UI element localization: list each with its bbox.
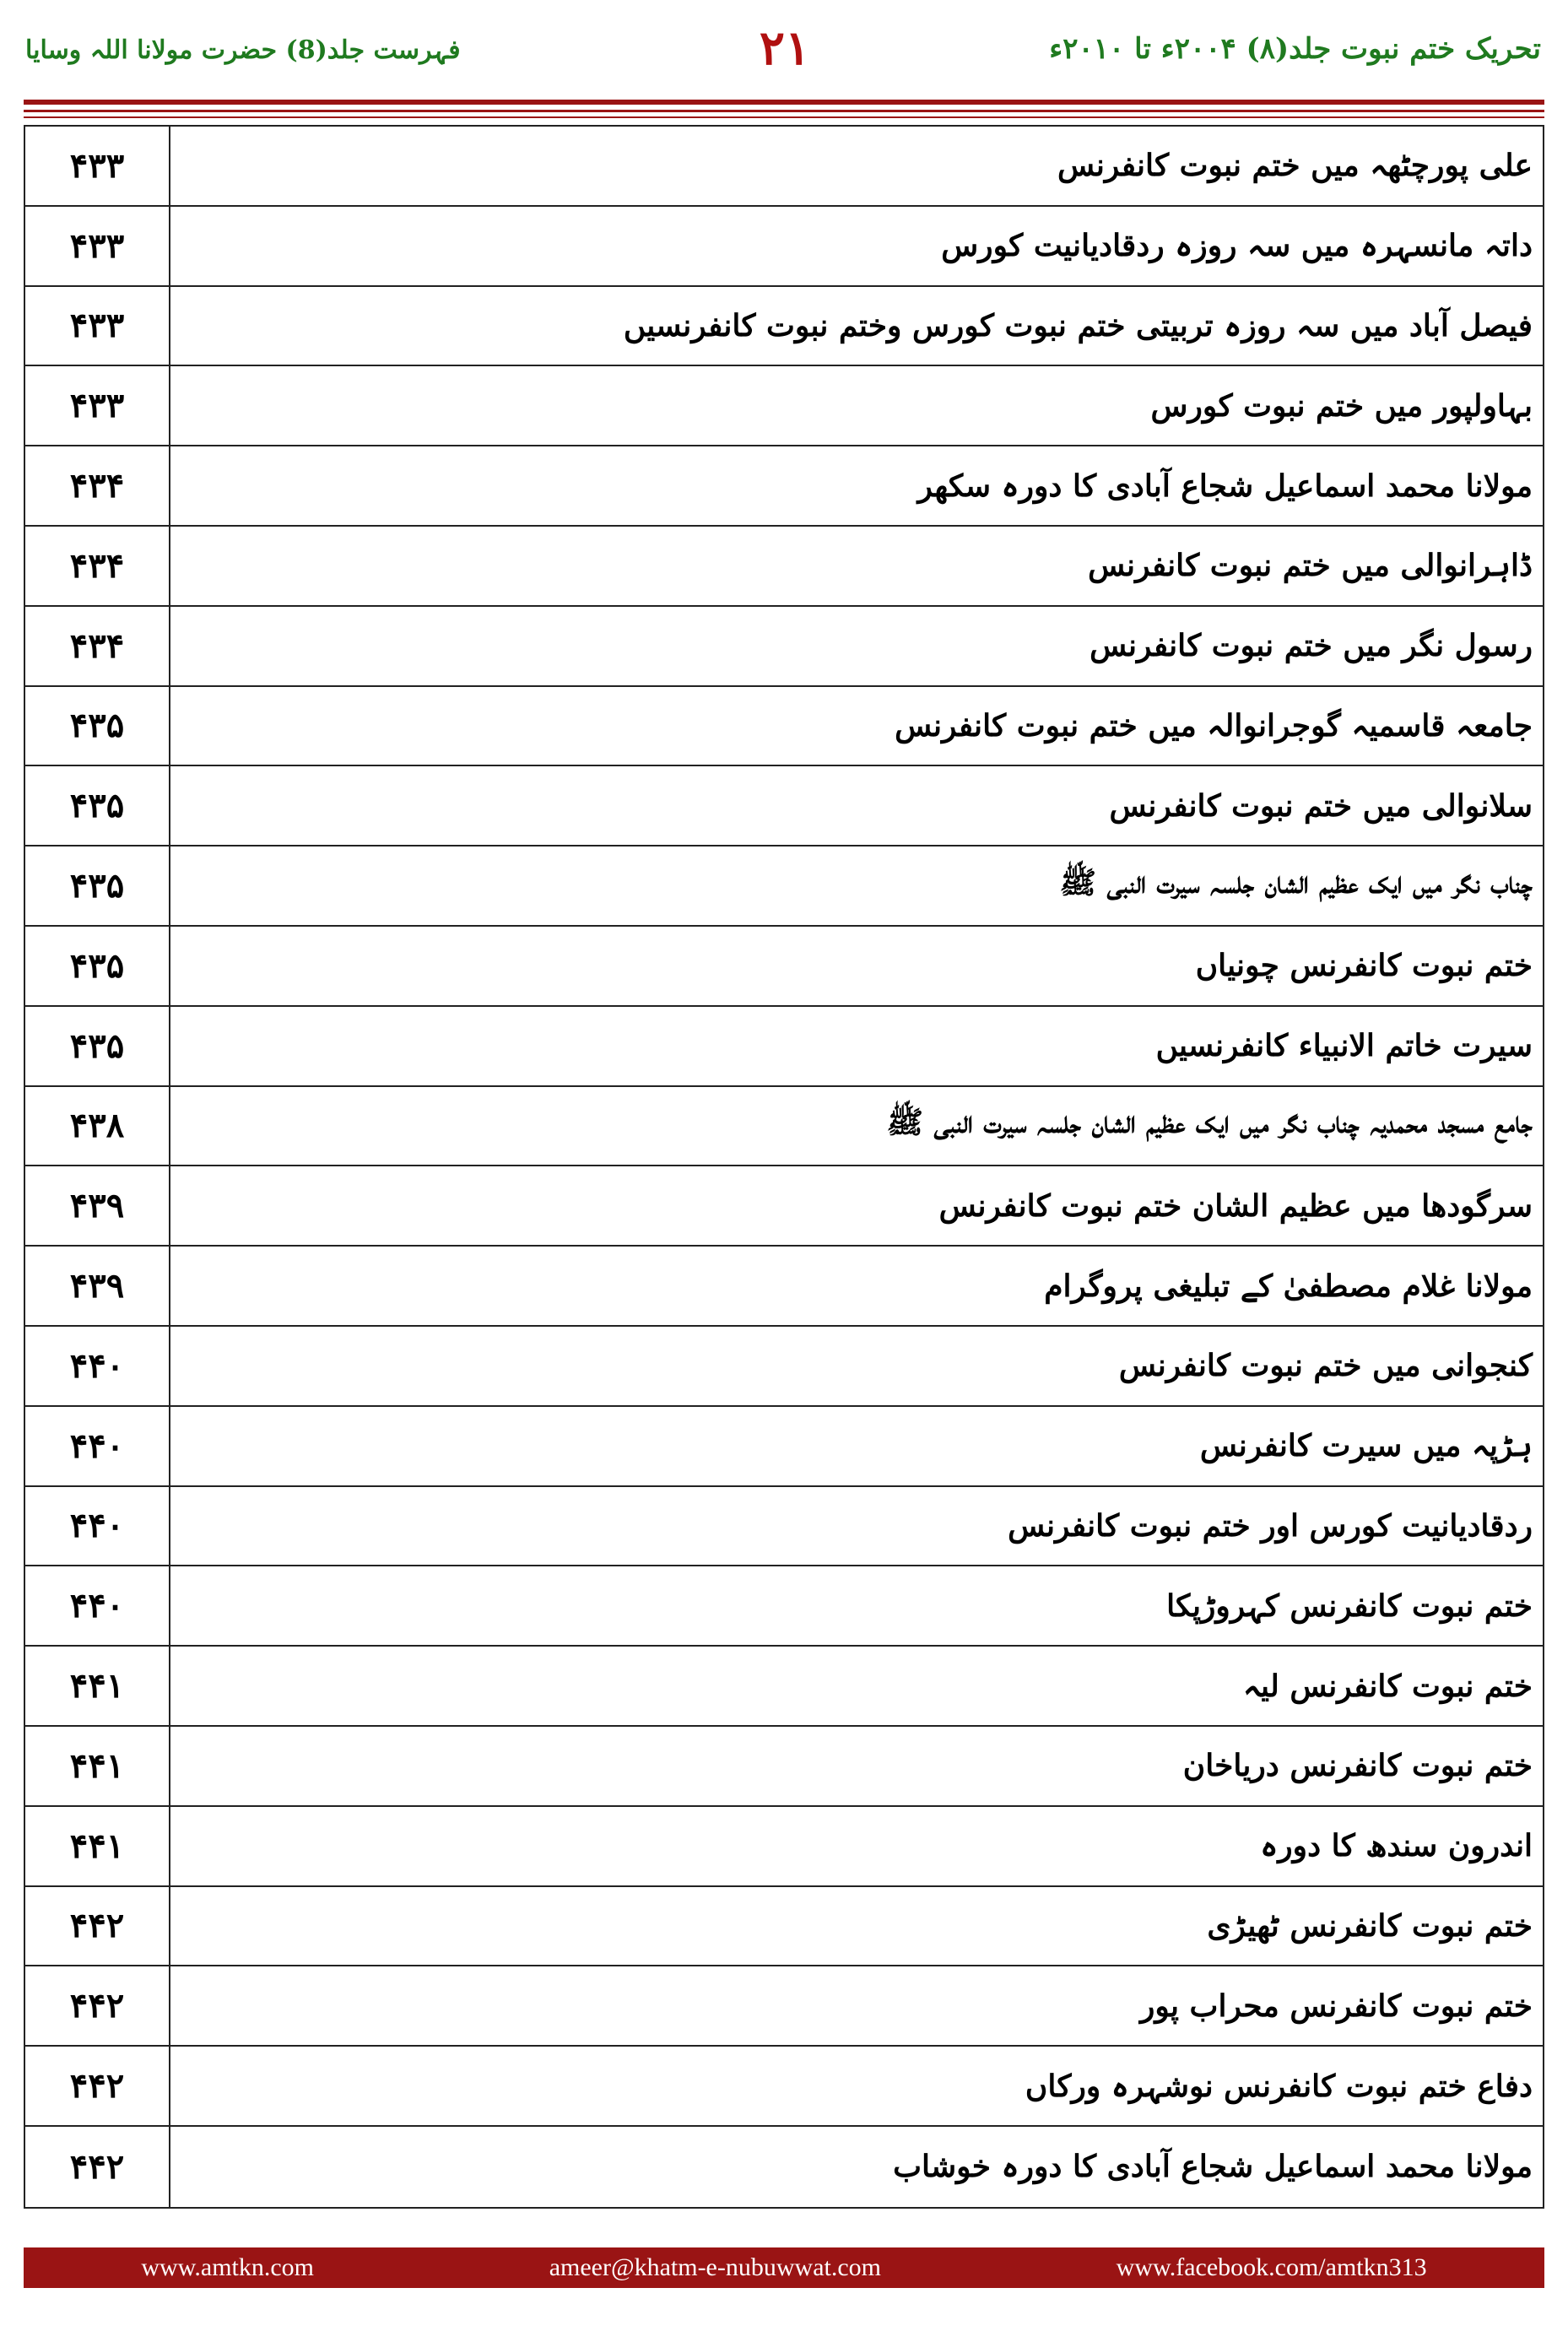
toc-entry-title: ختم نبوت کانفرنس محراب پور: [1140, 1988, 1533, 2024]
header-book-title: تحریک ختم نبوت جلد(۸) ۲۰۰۴ء تا ۲۰۱۰ء: [1049, 32, 1541, 66]
toc-row: [25, 1887, 1543, 1967]
toc-entry-title: چناب نگر میں ایک عظیم الشان جلسہ سیرت النبی ﷺ: [1059, 864, 1533, 901]
toc-row: [25, 1407, 1543, 1487]
toc-page-number: ۴۳۹: [25, 1166, 170, 1245]
toc-row: [25, 446, 1543, 527]
toc-entry-title: مولانا غلام مصطفیٰ کے تبلیغی پروگرام: [1044, 1268, 1533, 1304]
toc-entry-title: مولانا محمد اسماعیل شجاع آبادی کا دورہ سکھر: [917, 468, 1533, 504]
toc-page-number: ۴۴۲: [25, 1966, 170, 2045]
page-number: ۲۱: [759, 20, 811, 76]
toc-row: [25, 1647, 1543, 1727]
footer-facebook-link[interactable]: www.facebook.com/amtkn313: [1116, 2253, 1427, 2281]
toc-row: [25, 1247, 1543, 1327]
toc-entry-title: ختم نبوت کانفرنس چونیاں: [1195, 948, 1533, 984]
toc-row: [25, 1487, 1543, 1567]
toc-row: [25, 607, 1543, 687]
toc-entry-title: ردقادیانیت کورس اور ختم نبوت کانفرنس: [1008, 1507, 1533, 1544]
toc-entry-title: کنجوانی میں ختم نبوت کانفرنس: [1118, 1348, 1533, 1384]
toc-row: [25, 766, 1543, 846]
page-footer: [24, 2247, 1544, 2288]
toc-entry-title: دفاع ختم نبوت کانفرنس نوشہرہ ورکاں: [1025, 2068, 1533, 2104]
toc-row: [25, 287, 1543, 367]
toc-row: [25, 1807, 1543, 1887]
toc-row: [25, 927, 1543, 1007]
toc-row: [25, 1966, 1543, 2047]
toc-entry-title: بہاولپور میں ختم نبوت کورس: [1150, 387, 1533, 424]
toc-page-number: ۴۳۵: [25, 927, 170, 1005]
header-divider-thin: [24, 110, 1544, 112]
toc-row: [25, 846, 1543, 927]
toc-entry-title: رسول نگر میں ختم نبوت کانفرنس: [1089, 628, 1533, 664]
header-divider-thick: [24, 100, 1544, 105]
toc-row: [25, 1566, 1543, 1647]
toc-entry-title: سرگودھا میں عظیم الشان ختم نبوت کانفرنس: [938, 1187, 1533, 1224]
table-of-contents: [24, 125, 1544, 2209]
toc-entry-title: اندرون سندھ کا دورہ: [1260, 1828, 1533, 1864]
toc-entry-title: سلانوالی میں ختم نبوت کانفرنس: [1109, 787, 1533, 824]
toc-row: [25, 207, 1543, 287]
toc-entry-title: ختم نبوت کانفرنس ٹھیڑی: [1207, 1907, 1533, 1944]
toc-row: [25, 1727, 1543, 1807]
page-header: [0, 0, 1568, 101]
toc-row: [25, 2047, 1543, 2127]
toc-entry-title: ختم نبوت کانفرنس لیہ: [1242, 1668, 1533, 1704]
toc-row: [25, 1327, 1543, 1407]
toc-page-number: ۴۴۰: [25, 1487, 170, 1566]
toc-page-number: ۴۳۴: [25, 607, 170, 685]
toc-page-number: ۴۳۸: [25, 1087, 170, 1166]
toc-page-number: ۴۳۴: [25, 527, 170, 605]
toc-entry-title: جامع مسجد محمدیہ چناب نگر میں ایک عظیم الشان جلسہ سیرت النبی ﷺ: [886, 1104, 1533, 1140]
toc-entry-title: ڈاہرانوالی میں ختم نبوت کانفرنس: [1088, 548, 1533, 584]
toc-row: [25, 1166, 1543, 1247]
toc-page-number: ۴۴۲: [25, 2127, 170, 2207]
toc-row: [25, 1087, 1543, 1167]
toc-page-number: ۴۴۲: [25, 1887, 170, 1966]
toc-entry-title: سیرت خاتم الانبیاء کانفرنسیں: [1155, 1028, 1533, 1064]
toc-entry-title: علی پورچٹھہ میں ختم نبوت کانفرنس: [1057, 148, 1533, 184]
toc-page-number: ۴۳۳: [25, 207, 170, 285]
toc-row: [25, 1007, 1543, 1087]
toc-page-number: ۴۴۱: [25, 1807, 170, 1885]
toc-entry-title: مولانا محمد اسماعیل شجاع آبادی کا دورہ خوشاب: [893, 2149, 1533, 2185]
toc-entry-title: ہڑپہ میں سیرت کانفرنس: [1199, 1428, 1533, 1464]
toc-entry-title: ختم نبوت کانفرنس دریاخان: [1182, 1748, 1533, 1784]
toc-page-number: ۴۴۰: [25, 1407, 170, 1485]
toc-row: [25, 127, 1543, 207]
footer-email-link[interactable]: ameer@khatm-e-nubuwwat.com: [549, 2253, 881, 2281]
header-volume-index-title: فہرست جلد(8) حضرت مولانا اللہ وسایا: [25, 35, 461, 65]
toc-page-number: ۴۳۵: [25, 846, 170, 925]
toc-page-number: ۴۴۱: [25, 1727, 170, 1805]
toc-page-number: ۴۳۳: [25, 287, 170, 365]
toc-page-number: ۴۳۳: [25, 366, 170, 445]
toc-page-number: ۴۴۲: [25, 2047, 170, 2125]
toc-row: [25, 687, 1543, 767]
toc-page-number: ۴۴۱: [25, 1647, 170, 1725]
toc-page-number: ۴۳۵: [25, 687, 170, 765]
toc-page-number: ۴۴۰: [25, 1327, 170, 1405]
header-divider-thin-lower: [24, 116, 1544, 118]
footer-website-link[interactable]: www.amtkn.com: [141, 2253, 315, 2281]
toc-page-number: ۴۴۰: [25, 1566, 170, 1645]
toc-row: [25, 2127, 1543, 2207]
toc-row: [25, 366, 1543, 446]
toc-page-number: ۴۳۳: [25, 127, 170, 205]
toc-entry-title: ختم نبوت کانفرنس کہروڑپکا: [1166, 1587, 1533, 1624]
toc-entry-title: داتہ مانسہرہ میں سہ روزہ ردقادیانیت کورس: [941, 228, 1533, 264]
toc-page-number: ۴۳۵: [25, 766, 170, 845]
toc-page-number: ۴۳۵: [25, 1007, 170, 1085]
toc-page-number: ۴۳۴: [25, 446, 170, 525]
toc-row: [25, 527, 1543, 607]
toc-entry-title: فیصل آباد میں سہ روزہ تربیتی ختم نبوت کورس وختم نبوت کانفرنسیں: [623, 307, 1533, 343]
toc-page-number: ۴۳۹: [25, 1247, 170, 1325]
toc-entry-title: جامعہ قاسمیہ گوجرانوالہ میں ختم نبوت کانفرنس: [895, 707, 1533, 744]
